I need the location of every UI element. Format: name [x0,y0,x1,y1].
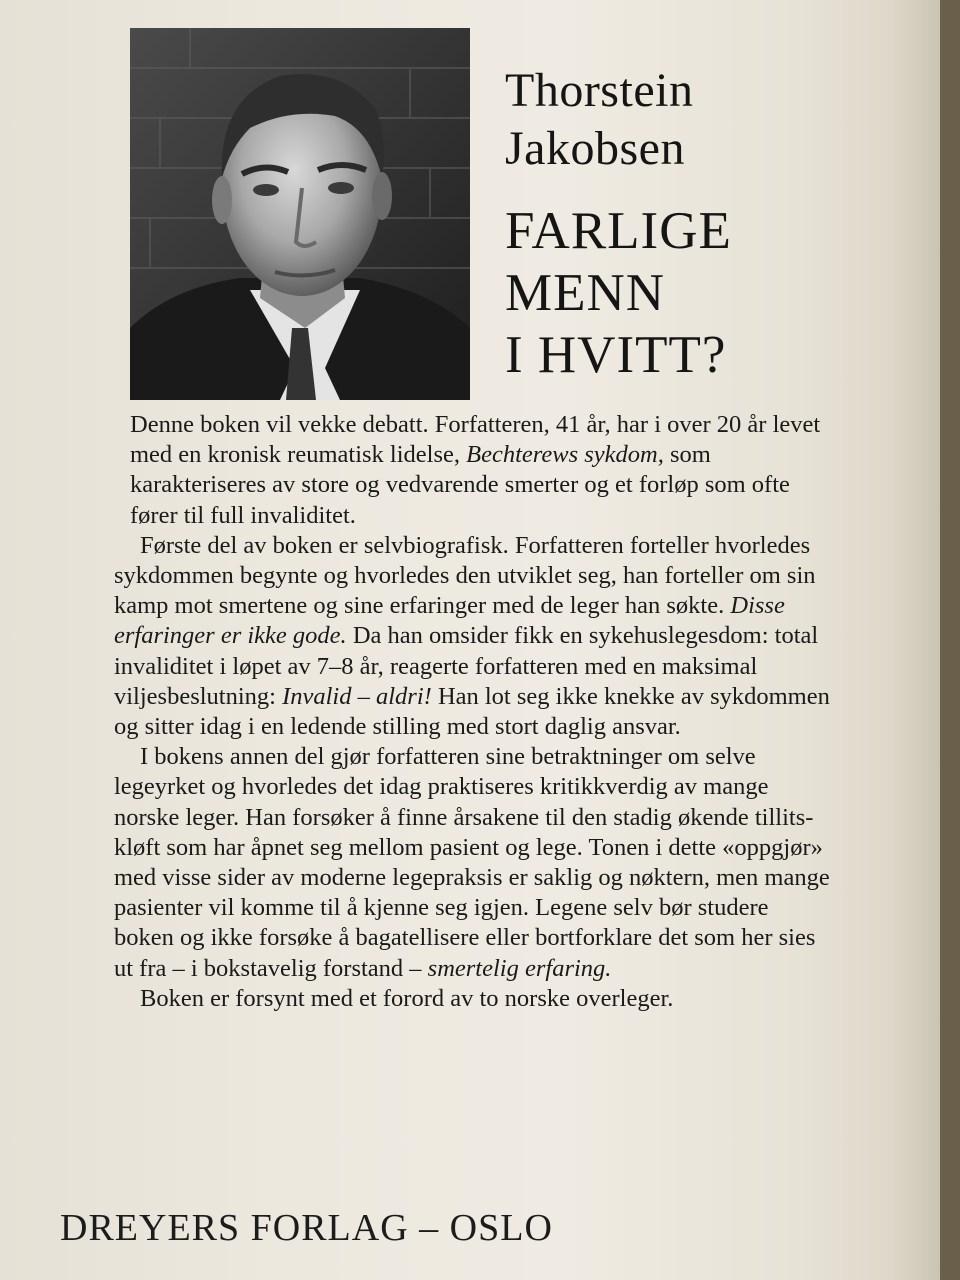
blurb-p2-emphasis-2: Invalid – aldri! [282,682,432,710]
author-name [505,62,693,178]
blurb-p1-text-a: Denne boken vil vekke debatt. Forfatteren, 41 år, har i over 20 år levet med en kronisk reumatisk lidelse, [130,411,821,469]
title-line-1: FARLIGE [505,202,732,260]
title-line-2: MENN [505,264,666,322]
blurb-paragraph-2 [114,531,834,742]
book-title [505,200,732,386]
blurb-p1-emphasis: Bechterews sykdom, [466,441,664,469]
blurb-text [114,410,834,1014]
blurb-paragraph-3 [114,742,834,984]
author-last-name: Jakobsen [505,122,685,175]
blurb-p2-text-b: Da han omsider fikk en sykehuslegesdom: total invaliditet i løpet av 7–8 år, reagerte forfatteren med en maksimal viljesbeslutning: [114,622,819,710]
blurb-paragraph-4: Boken er forsynt med et forord av to norske overleger. [140,984,674,1012]
title-line-3: I HVITT? [505,326,727,384]
publisher-line: DREYERS FORLAG – OSLO [60,1207,553,1249]
blurb-p2-text-a: Første del av boken er selvbiografisk. Forfatteren forteller hvorledes sykdommen begynte og hvorledes den utviklet seg, han forteller om sin kamp mot smertene og sine erfaringer med de leger han søkte. [114,531,816,620]
blurb-paragraph-1 [114,410,834,531]
blurb-p3-emphasis: smertelig erfaring. [427,954,612,982]
author-portrait-photo [130,28,470,400]
blurb-p3-text-a: I bokens annen del gjør forfatteren sine betraktninger om selve legeyrket og hvorledes det idag praktiseres kritikkverdig av mange norske leger. Han forsøker å finne årsakene til den stadig økende tillits-kløft som har åpnet seg mellom pasient og lege. Tonen i dette «oppgjør» med visse sider av moderne legepraksis er saklig og nøktern, men mange pasienter vil komme til å kjenne seg igjen. Legene selv bør studere boken og ikke forsøke å bagatellisere eller bortforklare det som her sies ut fra – i bokstavelig forstand – [114,743,830,982]
blurb-p2-text-c: Han lot seg ikke knekke av sykdommen og sitter idag i en ledende stilling med stort daglig ansvar. [114,682,830,741]
author-first-name: Thorstein [505,64,694,117]
blurb-p2-emphasis-1: Disse erfaringer er ikke gode. [114,592,785,650]
blurb-p1-text-b: som karakteriseres av store og vedvarende smerter og et forløp som ofte fører til full invaliditet. [130,441,790,529]
